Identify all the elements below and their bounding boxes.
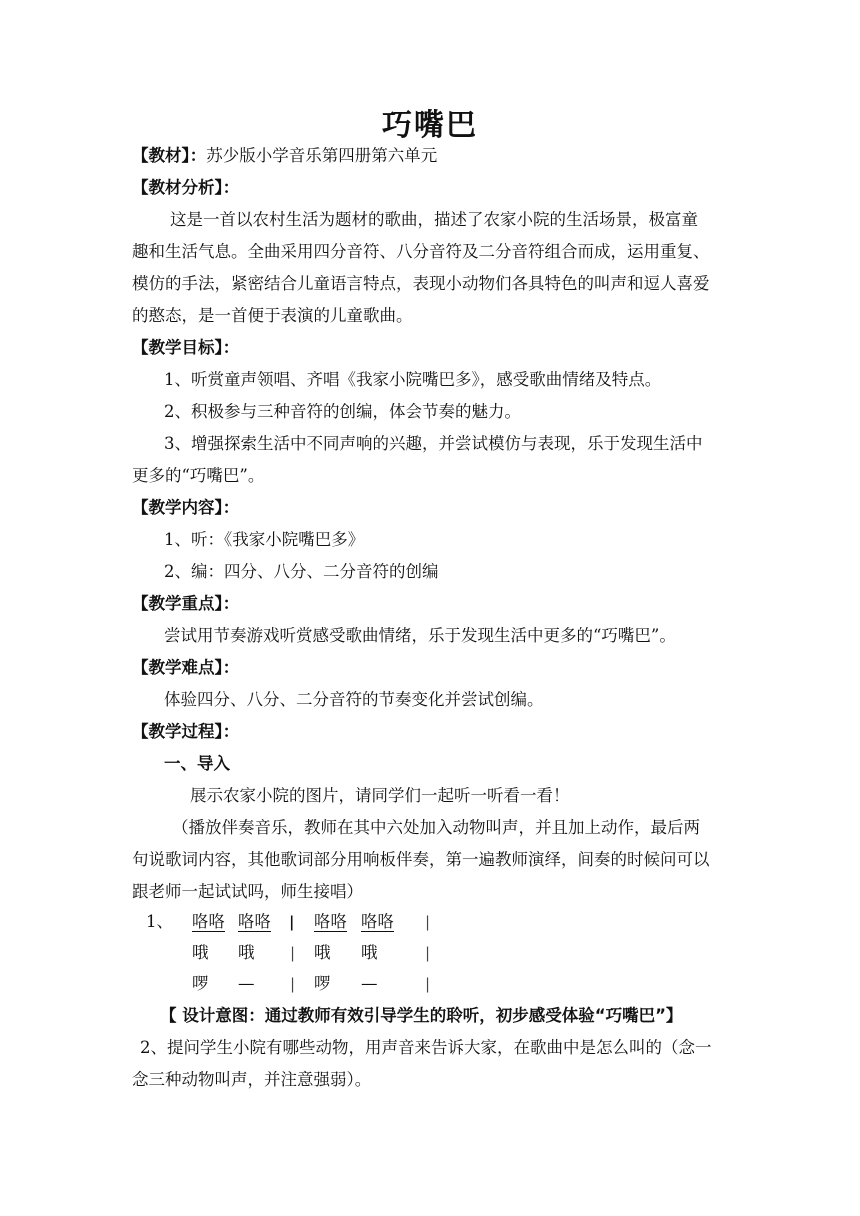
rhythm-syllable: 咯咯 xyxy=(192,912,225,931)
bar-line: | xyxy=(425,944,431,962)
textbook-label: 【教材】： xyxy=(132,146,207,165)
page-title: 巧嘴巴 xyxy=(382,108,478,143)
step-line: 2、提问学生小院有哪些动物，用声音来告诉大家，在歌曲中是怎么叫的（念一 xyxy=(140,1038,712,1057)
bar-line: | xyxy=(425,975,431,993)
rhythm-syllable: 哦 xyxy=(314,943,331,962)
rhythm-dash: — xyxy=(361,974,378,993)
intro-note-line: 句说歌词内容，其他歌词部分用响板伴奏，第一遍教师演绎，间奏的时候问可以 xyxy=(132,850,710,869)
rhythm-syllable: 啰 xyxy=(192,974,209,993)
goal-item: 更多的“巧嘴巴”。 xyxy=(132,466,265,485)
rhythm-syllable: 啰 xyxy=(314,974,331,993)
process-heading: 【教学过程】： xyxy=(132,722,240,741)
intro-note-line: 跟老师一起试试吗，师生接唱） xyxy=(132,882,363,901)
rhythm-number: 1、 xyxy=(146,912,173,931)
section-heading: 一、导入 xyxy=(164,754,230,773)
design-intent: 【 设计意图：通过教师有效引导学生的聆听，初步感受体验“巧嘴巴”】 xyxy=(160,1006,683,1025)
intro-note-line: （播放伴奏音乐，教师在其中六处加入动物叫声，并且加上动作，最后两 xyxy=(172,818,700,837)
rhythm-syllable: 咯咯 xyxy=(238,912,271,931)
analysis-line: 的憨态，是一首便于表演的儿童歌曲。 xyxy=(132,306,413,325)
difficulties-heading: 【教学难点】： xyxy=(132,658,240,677)
rhythm-dash: — xyxy=(238,974,255,993)
rhythm-syllable: 哦 xyxy=(192,943,209,962)
rhythm-syllable: 哦 xyxy=(238,943,255,962)
bar-line: | xyxy=(289,913,295,931)
content-heading: 【教学内容】： xyxy=(132,498,240,517)
bar-line: | xyxy=(425,913,431,931)
analysis-line: 趣和生活气息。全曲采用四分音符、八分音符及二分音符组合而成，运用重复、 xyxy=(132,242,710,261)
analysis-line: 这是一首以农村生活为题材的歌曲，描述了农家小院的生活场景，极富童 xyxy=(170,210,698,229)
goal-item: 3、增强探索生活中不同声响的兴趣，并尝试模仿与表现，乐于发现生活中 xyxy=(164,434,703,453)
rhythm-syllable: 咯咯 xyxy=(361,912,394,931)
content-item: 2、编：四分、八分、二分音符的创编 xyxy=(164,562,439,581)
goal-item: 1、听赏童声领唱、齐唱《我家小院嘴巴多》，感受歌曲情绪及特点。 xyxy=(164,370,662,389)
bar-line: | xyxy=(290,975,296,993)
key-points-text: 尝试用节奏游戏听赏感受歌曲情绪，乐于发现生活中更多的“巧嘴巴”。 xyxy=(164,626,676,645)
textbook-value: 苏少版小学音乐第四册第六单元 xyxy=(206,146,438,165)
goals-heading: 【教学目标】： xyxy=(132,338,240,357)
bar-line: | xyxy=(290,944,296,962)
key-points-heading: 【教学重点】： xyxy=(132,594,240,613)
textbook-line xyxy=(132,145,437,167)
intro-paragraph: 展示农家小院的图片，请同学们一起听一听看一看！ xyxy=(190,786,570,805)
rhythm-syllable: 咯咯 xyxy=(314,912,347,931)
difficulties-text: 体验四分、八分、二分音符的节奏变化并尝试创编。 xyxy=(164,690,544,709)
rhythm-syllable: 哦 xyxy=(361,943,378,962)
goal-item: 2、积极参与三种音符的创编，体会节奏的魅力。 xyxy=(164,402,521,421)
content-item: 1、听：《我家小院嘴巴多》 xyxy=(164,530,365,549)
step-line: 念三种动物叫声，并注意强弱）。 xyxy=(132,1070,372,1089)
analysis-heading: 【教材分析】： xyxy=(132,178,240,197)
analysis-line: 模仿的手法，紧密结合儿童语言特点，表现小动物们各具特色的叫声和逗人喜爱 xyxy=(132,274,710,293)
